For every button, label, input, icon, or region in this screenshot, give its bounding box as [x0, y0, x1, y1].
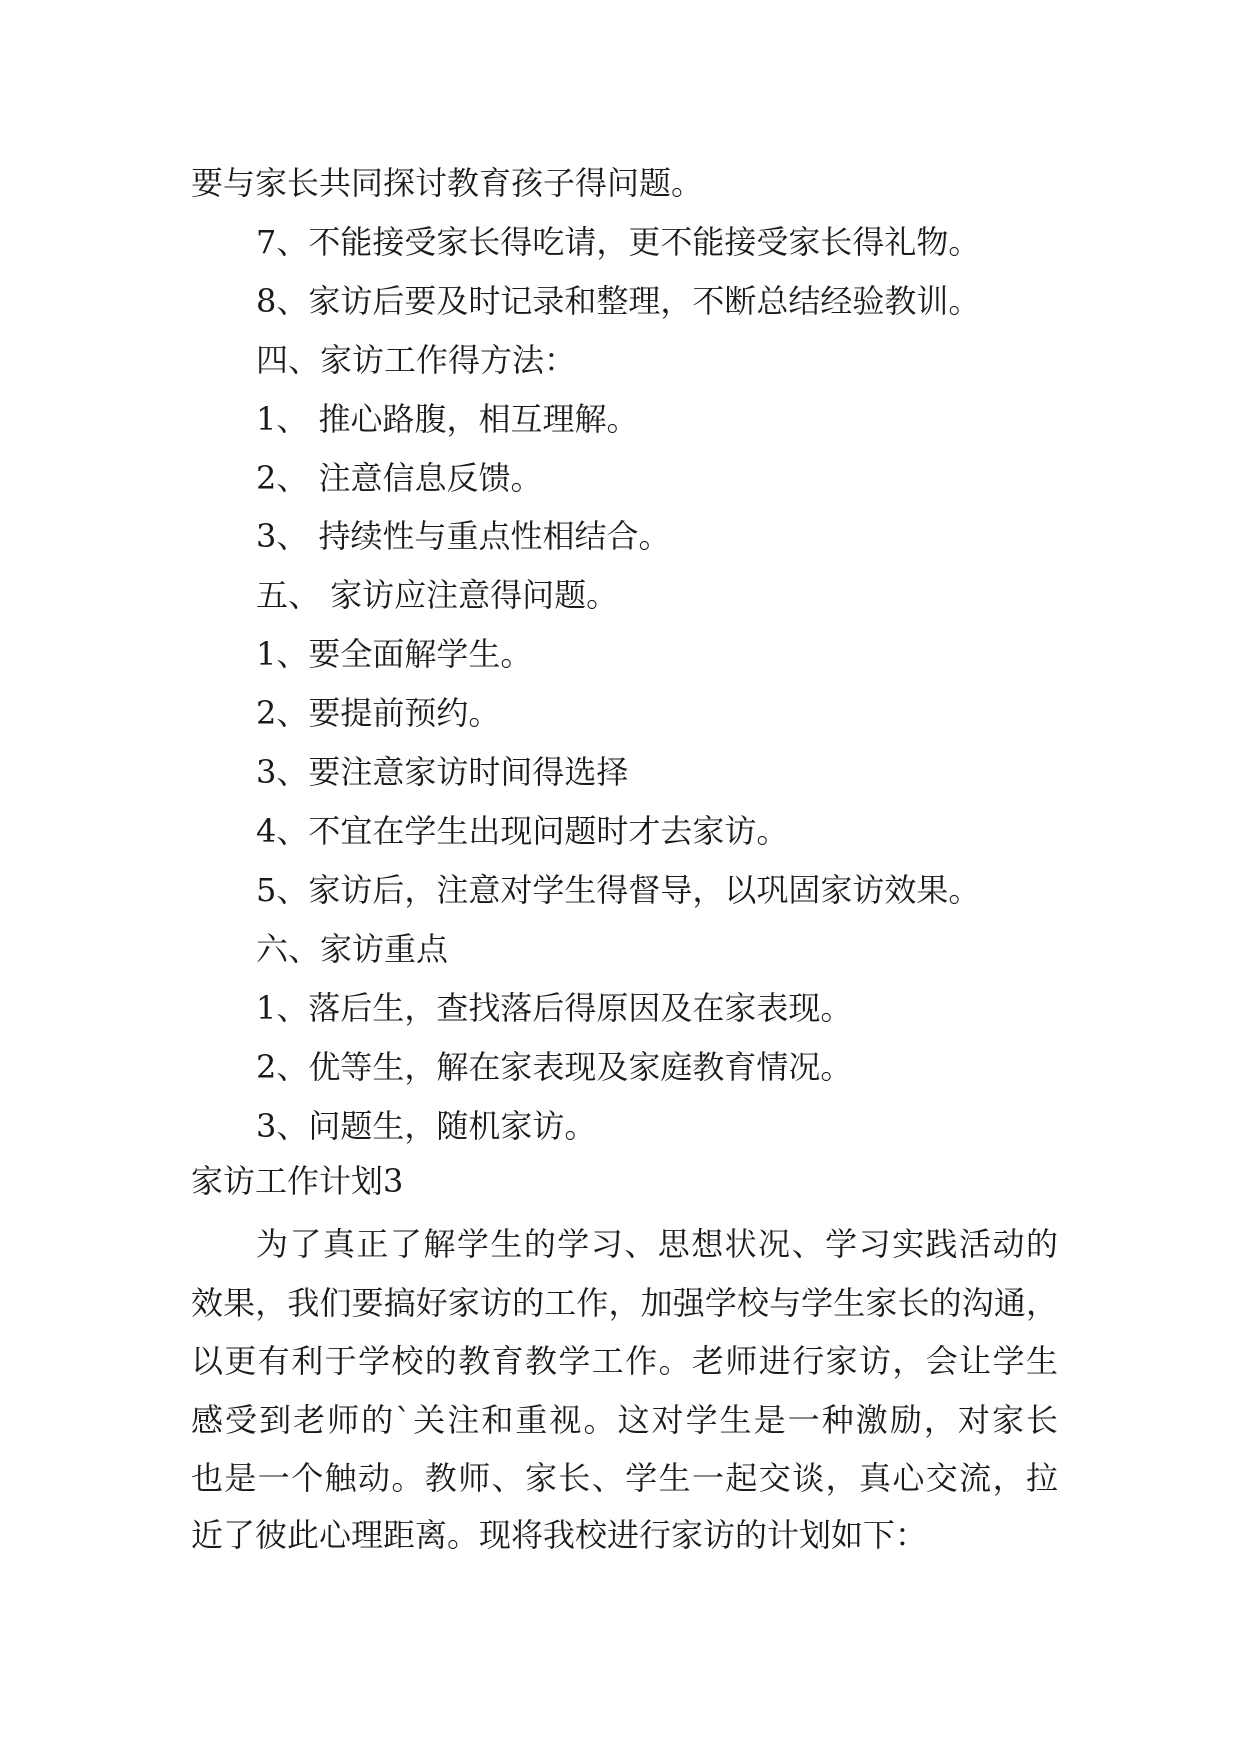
list-item: 4、不宜在学生出现问题时才去家访。	[256, 812, 789, 850]
list-item: 7、不能接受家长得吃请，更不能接受家长得礼物。	[256, 223, 981, 261]
paragraph-line: 也是一个触动。教师、家长、学生一起交谈，真心交流，拉	[191, 1459, 1058, 1497]
paragraph-line: 效果，我们要搞好家访的工作，加强学校与学生家长的沟通，	[191, 1284, 1058, 1322]
paragraph-line: 感受到老师的`关注和重视。这对学生是一种激励，对家长	[191, 1401, 1058, 1439]
paragraph-line: 以更有利于学校的教育教学工作。老师进行家访，会让学生	[191, 1342, 1058, 1380]
list-item: 3、要注意家访时间得选择	[256, 753, 629, 791]
continuation-line: 要与家长共同探讨教育孩子得问题。	[191, 164, 704, 202]
list-item: 8、家访后要及时记录和整理，不断总结经验教训。	[256, 282, 981, 320]
list-item: 2、要提前预约。	[256, 694, 501, 732]
list-item: 5、家访后，注意对学生得督导，以巩固家访效果。	[256, 871, 981, 909]
list-item: 2、优等生，解在家表现及家庭教育情况。	[256, 1048, 853, 1086]
list-item: 2、 注意信息反馈。	[256, 459, 543, 497]
list-item: 3、问题生，随机家访。	[256, 1107, 597, 1145]
paragraph-line: 为了真正了解学生的学习、思想状况、学习实践活动的	[256, 1225, 1058, 1263]
paragraph-line: 近了彼此心理距离。现将我校进行家访的计划如下：	[191, 1516, 928, 1554]
list-item: 1、 推心路腹，相互理解。	[256, 400, 639, 438]
plan-title: 家访工作计划3	[191, 1162, 404, 1200]
section-heading-methods: 四、家访工作得方法：	[256, 341, 577, 379]
list-item: 3、 持续性与重点性相结合。	[256, 517, 671, 555]
section-heading-focus: 六、家访重点	[256, 930, 449, 968]
list-item: 1、落后生，查找落后得原因及在家表现。	[256, 989, 853, 1027]
section-heading-cautions: 五、 家访应注意得问题。	[256, 576, 619, 614]
list-item: 1、要全面解学生。	[256, 635, 533, 673]
